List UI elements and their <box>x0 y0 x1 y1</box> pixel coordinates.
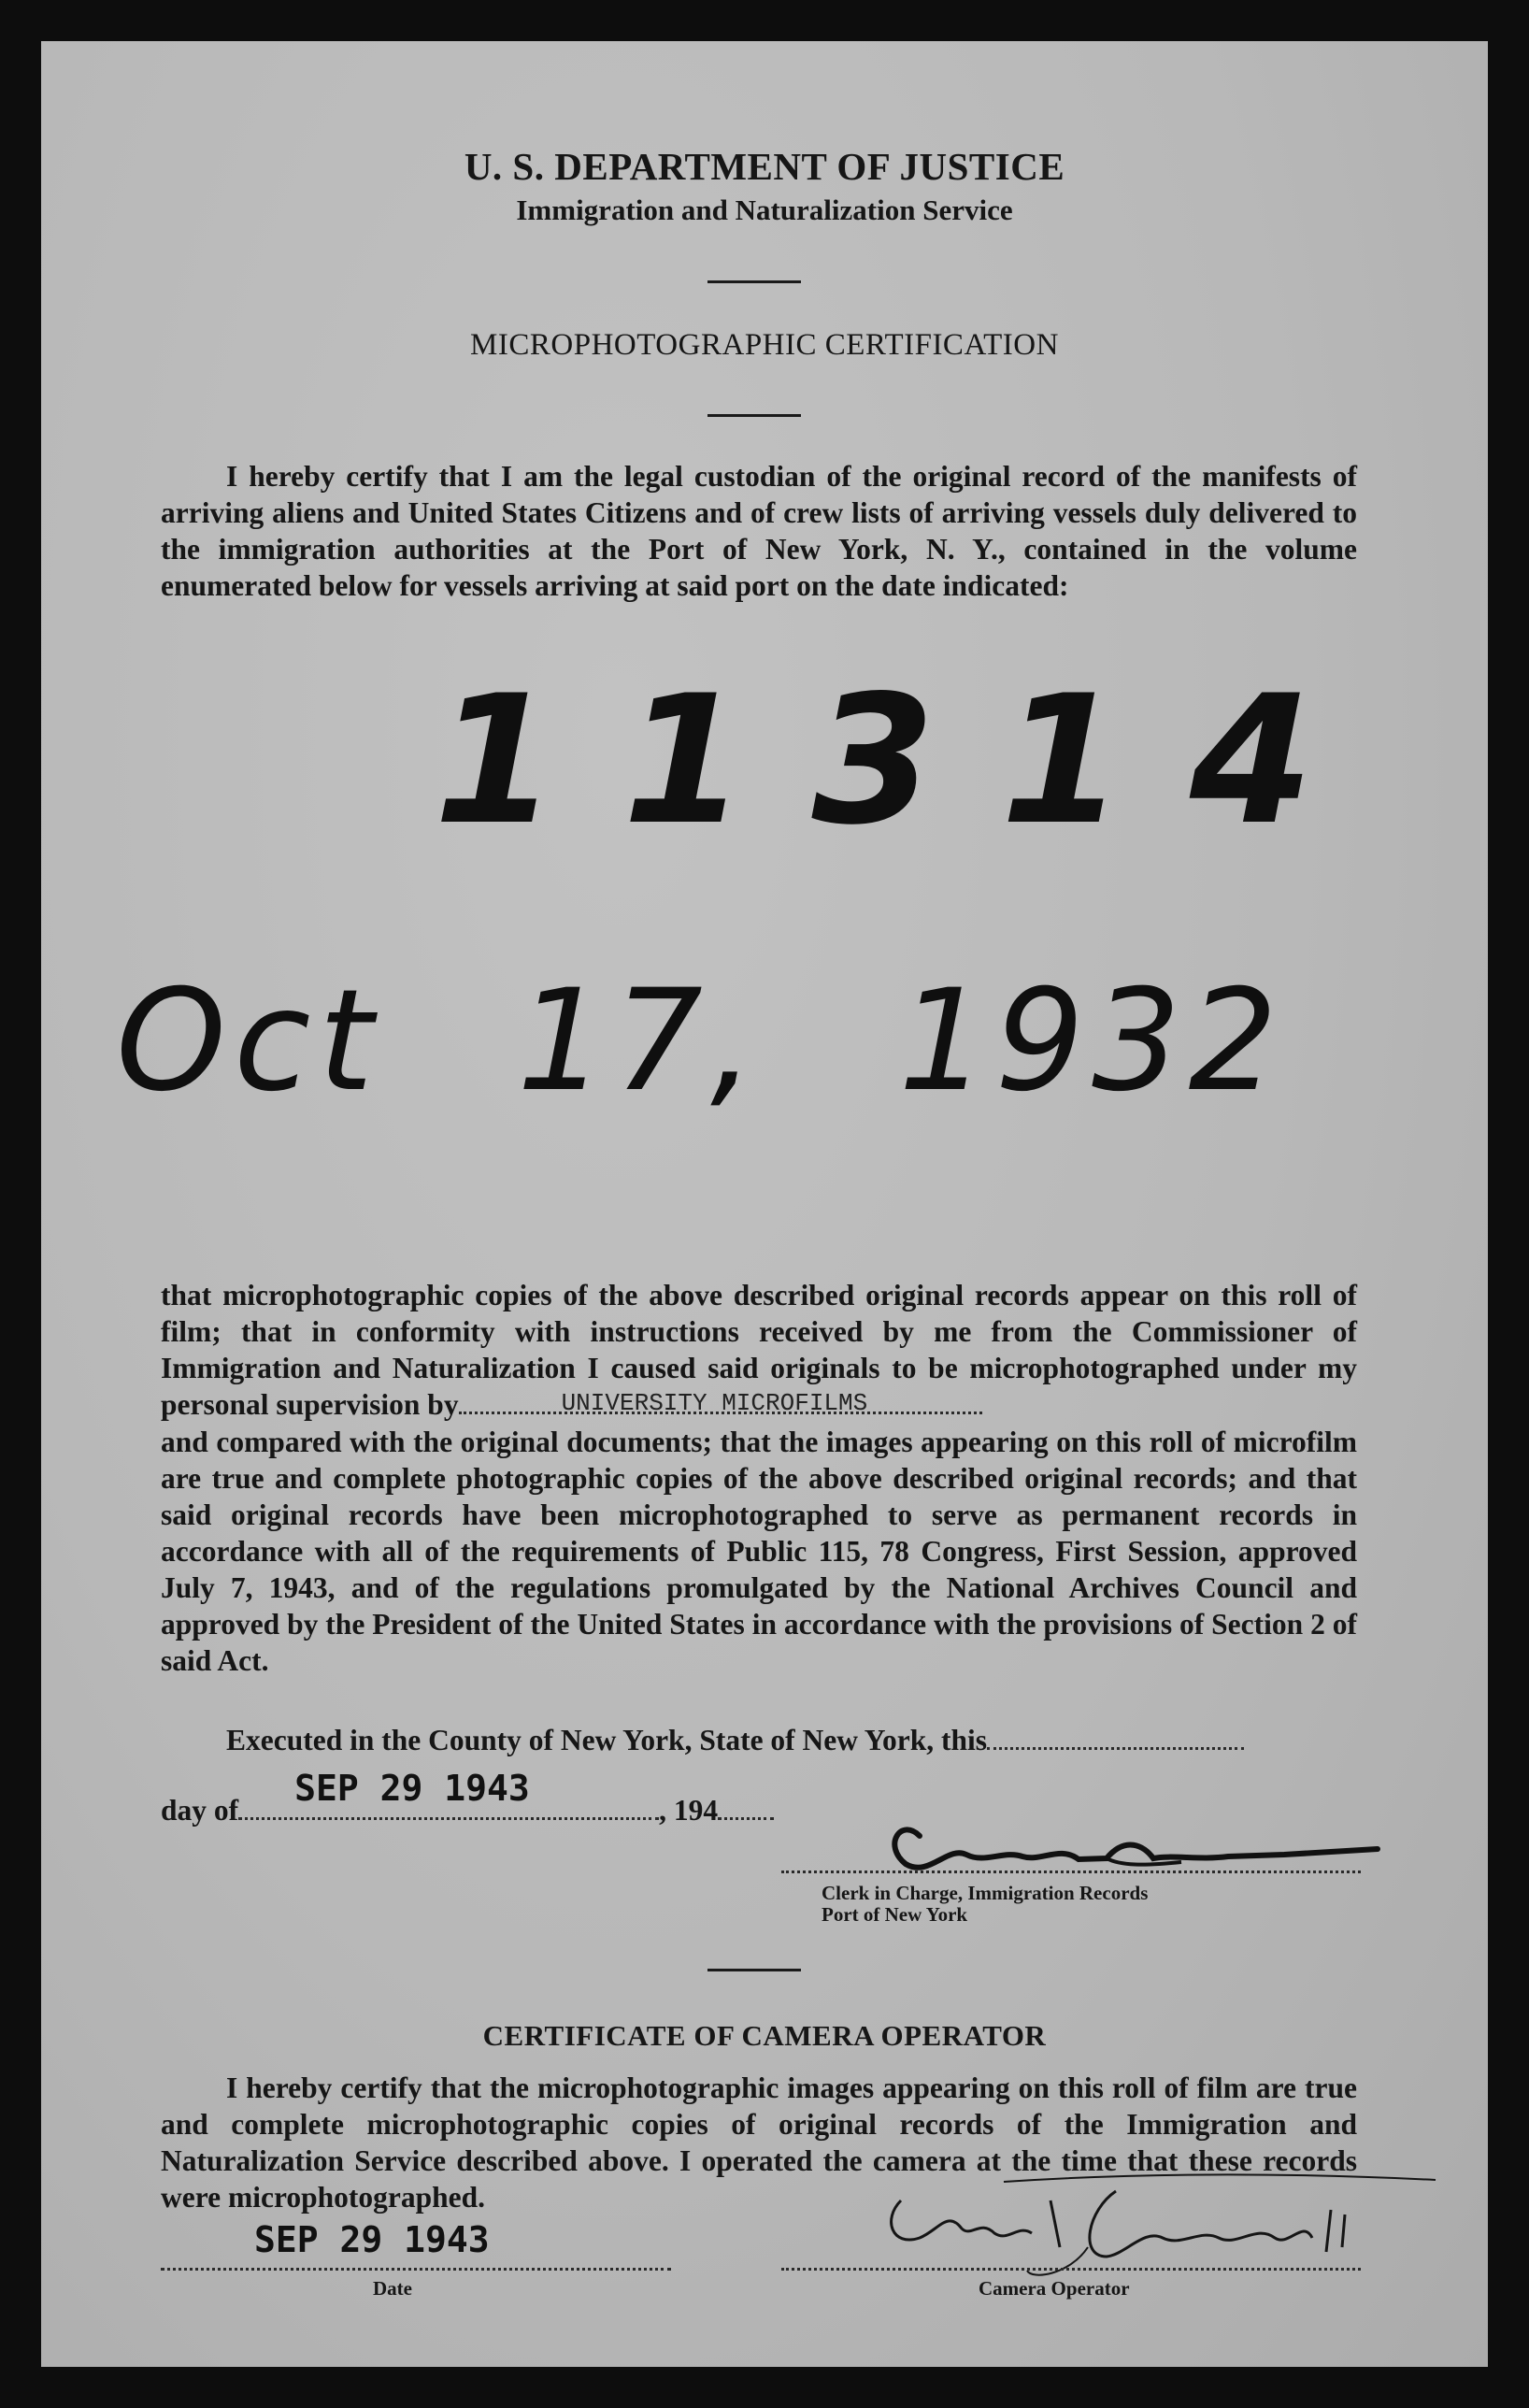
handwritten-volume-number: 11314 <box>434 657 1379 864</box>
clerk-title-line1: Clerk in Charge, Immigration Records <box>822 1882 1149 1904</box>
executed-line <box>161 1722 1357 1758</box>
certification-body-part1 <box>161 1277 1357 1423</box>
document-sheet <box>41 41 1488 2367</box>
divider-rule <box>707 280 801 283</box>
camera-stamped-date: SEP 29 1943 <box>254 2219 490 2260</box>
date-label: Date <box>373 2277 412 2300</box>
year-fill-line <box>718 1817 774 1820</box>
clerk-signature-line <box>781 1870 1361 1873</box>
certification-title: MICROPHOTOGRAPHIC CERTIFICATION <box>470 328 1059 362</box>
executed-fill-line <box>987 1747 1244 1750</box>
vendor-fill-line <box>459 1389 982 1417</box>
stamped-date: SEP 29 1943 <box>294 1768 530 1809</box>
department-title: U. S. DEPARTMENT OF JUSTICE <box>464 145 1065 188</box>
executed-text: Executed in the County of New York, State of New York, this <box>226 1724 988 1756</box>
camera-operator-label: Camera Operator <box>979 2277 1130 2300</box>
handwritten-date: Oct 17, 1932 <box>116 960 1285 1123</box>
day-fill-line <box>238 1768 659 1820</box>
typed-vendor-name: UNIVERSITY MICROFILMS <box>561 1389 868 1417</box>
camera-operator-signature <box>864 2144 1443 2285</box>
date-line <box>161 2268 671 2271</box>
divider-rule <box>707 414 801 417</box>
camera-operator-line <box>781 2268 1361 2271</box>
certification-body-text: that microphotographic copies of the above described original records appear on this roll of film; that in conformity with instructions received by me from the Commissioner of Immigration and Naturalization I caused said originals to be microphotographed under my personal supervision by <box>161 1279 1357 1421</box>
camera-certificate-title: CERTIFICATE OF CAMERA OPERATOR <box>482 2019 1047 2052</box>
day-of-label: day of <box>161 1794 239 1827</box>
certification-body-part2: and compared with the original documents; that the images appearing on this roll of microfilm are true and complete photographic copies of the above described original records; and that said original records have been microphotographed to serve as permanent records in accordance with all of the requirements of Public 115, 78 Congress, First Session, approved July 7, 1943, and of the regulations promulgated by the National Archives Council and approved by the President of the United States in accordance with the provisions of Section 2 of said Act. <box>161 1426 1357 1677</box>
clerk-title-line2: Port of New York <box>822 1903 968 1926</box>
day-of-line <box>161 1768 774 1828</box>
divider-rule <box>707 1969 801 1971</box>
year-prefix: , 194 <box>659 1794 719 1827</box>
service-subtitle: Immigration and Naturalization Service <box>516 194 1013 226</box>
intro-paragraph: I hereby certify that I am the legal custodian of the original record of the manifests of arriving aliens and United States Citizens and of crew lists of arriving vessels duly delivered to the immigration authorities at the Port of New York, N. Y., contained in the volume enumerated below for vessels arriving at said port on the date indicated: <box>161 460 1357 602</box>
camera-certificate-paragraph: I hereby certify that the microphotographic images appearing on this roll of film are true and complete microphotographic copies of original records of the Immigration and Naturalization Service described above. I operated the camera at the time that these records were microphotographed. <box>161 2071 1357 2214</box>
